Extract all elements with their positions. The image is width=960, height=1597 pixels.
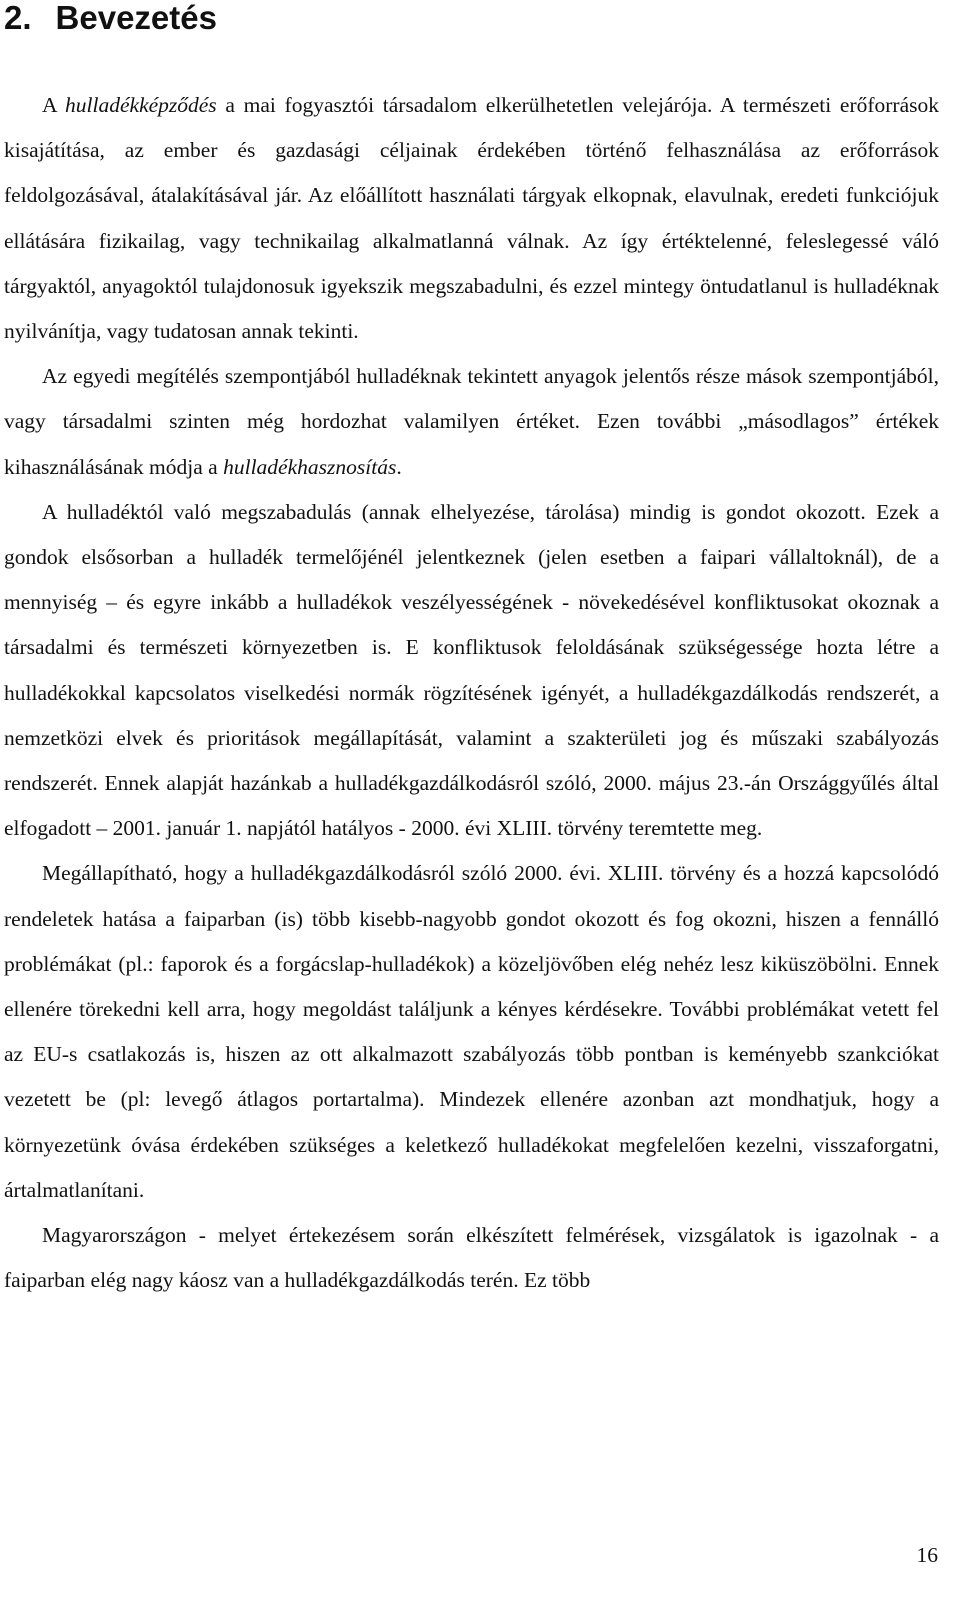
body-text bbox=[4, 83, 939, 1303]
paragraph-2-text-a: Az egyedi megítélés szempontjából hulladéknak tekintett anyagok jelentős része mások szempontjából, vagy társadalmi szinten még hordozhat valamilyen értéket. Ezen további „másodlagos” értékek kihasználásának módja a bbox=[4, 364, 939, 479]
term-hulladekhasznositas: hulladékhasznosítás bbox=[223, 454, 397, 479]
section-number: 2. bbox=[4, 0, 32, 36]
paragraph-4: Megállapítható, hogy a hulladékgazdálkodásról szóló 2000. évi. XLIII. törvény és a hozzá kapcsolódó rendeletek hatása a faiparban (is) több kisebb-nagyobb gondot okozott és fog okozni, hiszen a fennálló problémákat (pl.: faporok és a forgácslap-hulladékok) a közeljövőben elég nehéz lesz kiküszöbölni. Ennek ellenére törekedni kell arra, hogy megoldást találjunk a kényes kérdésekre. További problémákat vetett fel az EU-s csatlakozás is, hiszen az ott alkalmazott szabályozás több pontban is keményebb szankciókat vezetett be (pl: levegő átlagos portartalma). Mindezek ellenére azonban azt mondhatjuk, hogy a környezetünk óvása érdekében szükséges a keletkező hulladékokat megfelelően kezelni, visszaforgatni, ártalmatlanítani. bbox=[4, 861, 939, 1202]
paragraph-2-text-b: . bbox=[396, 454, 402, 479]
paragraph-1-text-a: A bbox=[42, 93, 66, 117]
paragraph-5: Magyarországon - melyet értekezésem során elkészített felmérések, vizsgálatok is igazolnak - a faiparban elég nagy káosz van a hulladékgazdálkodás terén. Ez több bbox=[4, 1223, 939, 1293]
page-number: 16 bbox=[916, 1543, 938, 1567]
section-title: Bevezetés bbox=[55, 0, 217, 36]
paragraph-2 bbox=[4, 354, 939, 490]
term-hulladekkepzodes: hulladékképződés bbox=[65, 93, 217, 117]
section-heading bbox=[4, 0, 217, 39]
paragraph-3: A hulladéktól való megszabadulás (annak elhelyezése, tárolása) mindig is gondot okozott. Ezek a gondok elsősorban a hulladék termelőjénél jelentkeznek (jelen esetben a faipari vállaltoknál), de a mennyiség – és egyre inkább a hulladékok veszélyességének - növekedésével konfliktusokat okoznak a társadalmi és természeti környezetben is. E konfliktusok feloldásának szükségessége hozta létre a hulladékokkal kapcsolatos viselkedési normák rögzítésének igényét, a hulladékgazdálkodás rendszerét, a nemzetközi elvek és prioritások megállapítását, valamint a szakterületi jog és műszaki szabályozás rendszerét. Ennek alapját hazánkab a hulladékgazdálkodásról szóló, 2000. május 23.-án Országgyűlés által elfogadott – 2001. január 1. napjától hatályos - 2000. évi XLIII. törvény teremtette meg. bbox=[4, 499, 939, 841]
paragraph-1 bbox=[4, 83, 939, 354]
paragraph-1-text-b: a mai fogyasztói társadalom elkerülhetetlen velejárója. A természeti erőforrások kisajátítása, az ember és gazdasági céljainak érdekében történő felhasználása az erőforrások feldolgozásával, átalakításával jár. Az előállított használati tárgyak elkopnak, elavulnak, eredeti funkciójuk ellátására fizikailag, vagy technikailag alkalmatlanná válnak. Az így értéktelenné, feleslegessé váló tárgyaktól, anyagoktól tulajdonosuk igyekszik megszabadulni, és ezzel mintegy öntudatlanul is hulladéknak nyilvánítja, vagy tudatosan annak tekinti. bbox=[4, 93, 939, 344]
